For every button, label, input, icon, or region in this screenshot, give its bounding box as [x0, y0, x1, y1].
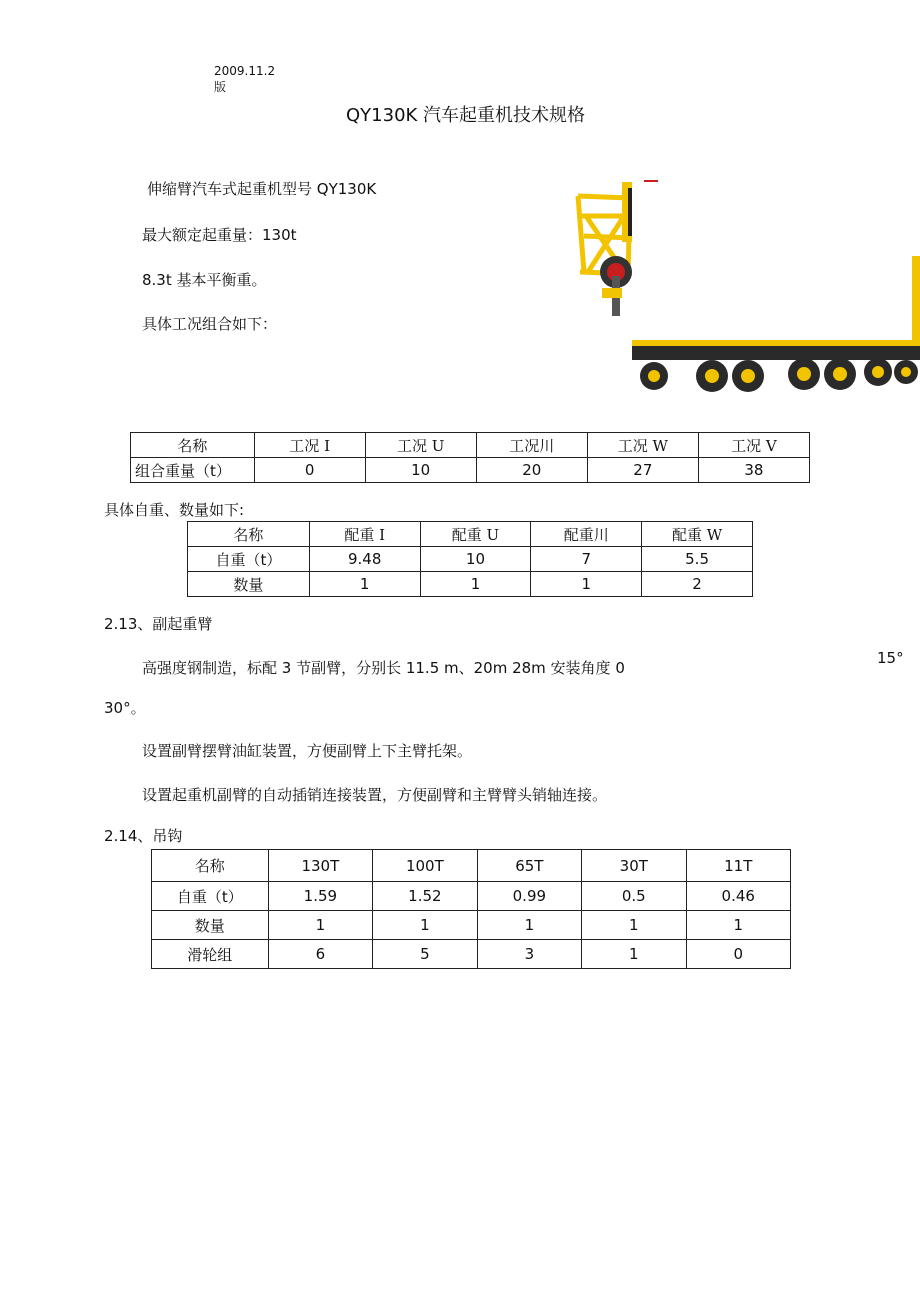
table-cell: 0 [254, 458, 365, 483]
table-header-cell: 配重 W [642, 522, 753, 547]
table-cell: 3 [477, 940, 581, 969]
table-cell: 数量 [188, 572, 310, 597]
jib-line-3: 设置起重机副臂的自动插销连接装置，方便副臂和主臂臂头销轴连接。 [142, 786, 608, 804]
max-load-line: 最大额定起重量：130t [142, 226, 297, 244]
table-cell: 1 [686, 911, 791, 940]
table-cell: 1 [582, 940, 686, 969]
table-cell: 38 [698, 458, 809, 483]
combo-intro-line: 具体工况组合如下： [142, 315, 278, 333]
table-cell: 0.99 [477, 882, 581, 911]
table-row [188, 572, 753, 597]
table-row [152, 882, 791, 911]
table-cell: 9.48 [309, 547, 420, 572]
table-header-cell: 11T [686, 850, 791, 882]
table-cell: 2 [642, 572, 753, 597]
table-header-cell: 配重 I [309, 522, 420, 547]
table-cell: 5 [373, 940, 478, 969]
table-header-cell: 100T [373, 850, 478, 882]
table-row [152, 940, 791, 969]
jib-line-1: 高强度钢制造，标配 3 节副臂，分别长 11.5 m、20m 28m 安装角度 0 [142, 659, 625, 677]
jib-line-2: 设置副臂摆臂油缸装置，方便副臂上下主臂托架。 [142, 742, 473, 760]
table-cell: 1 [582, 911, 686, 940]
table-cell: 1.59 [268, 882, 373, 911]
crane-illustration [572, 176, 920, 406]
table-cell: 数量 [152, 911, 269, 940]
table-header-cell: 工况 W [587, 433, 698, 458]
table-cell: 滑轮组 [152, 940, 269, 969]
crane-image-svg [572, 176, 920, 406]
table-cell: 1 [531, 572, 642, 597]
table-header-row [152, 850, 791, 882]
doc-date: 2009.11.2 [214, 64, 276, 78]
table-header-cell: 配重 U [420, 522, 531, 547]
table-cell: 1 [477, 911, 581, 940]
table-row [131, 458, 810, 483]
table-header-row [131, 433, 810, 458]
table-cell: 1.52 [373, 882, 478, 911]
table-cell: 0 [686, 940, 791, 969]
table-row [152, 911, 791, 940]
table-cell: 10 [365, 458, 476, 483]
table-header-cell: 配重川 [531, 522, 642, 547]
table-cell: 10 [420, 547, 531, 572]
table-cell: 自重（t） [152, 882, 269, 911]
table-header-cell: 名称 [152, 850, 269, 882]
table-header-cell: 名称 [188, 522, 310, 547]
table-cell: 0.46 [686, 882, 791, 911]
section-213-heading: 2.13、副起重臂 [104, 615, 213, 633]
section-214-heading: 2.14、吊钩 [104, 827, 183, 845]
jib-line-1-cont: 30°。 [104, 699, 146, 717]
table-cell: 组合重量（t） [131, 458, 255, 483]
table-cell: 1 [373, 911, 478, 940]
table-header-cell: 130T [268, 850, 373, 882]
table-cell: 1 [268, 911, 373, 940]
doc-edition: 版 [214, 80, 227, 94]
counterweight-table [187, 521, 753, 597]
model-line: 伸缩臂汽车式起重机型号 QY130K [147, 180, 377, 198]
table-header-cell: 工况 I [254, 433, 365, 458]
table-cell: 自重（t） [188, 547, 310, 572]
table-header-cell: 30T [582, 850, 686, 882]
table-cell: 1 [420, 572, 531, 597]
table-cell: 5.5 [642, 547, 753, 572]
table-cell: 1 [309, 572, 420, 597]
table-header-cell: 名称 [131, 433, 255, 458]
hook-table [151, 849, 791, 969]
jib-angle-15: 15° [877, 649, 904, 667]
table-header-row [188, 522, 753, 547]
working-condition-table [130, 432, 810, 483]
table-cell: 27 [587, 458, 698, 483]
table-header-cell: 65T [477, 850, 581, 882]
table-cell: 7 [531, 547, 642, 572]
weights-heading: 具体自重、数量如下: [104, 501, 245, 519]
table-cell: 6 [268, 940, 373, 969]
table-header-cell: 工况川 [476, 433, 587, 458]
table-cell: 0.5 [582, 882, 686, 911]
table-cell: 20 [476, 458, 587, 483]
table-header-cell: 工况 V [698, 433, 809, 458]
page-title: QY130K 汽车起重机技术规格 [346, 105, 586, 126]
counterweight-line: 8.3t 基本平衡重。 [142, 271, 267, 289]
table-row [188, 547, 753, 572]
table-header-cell: 工况 U [365, 433, 476, 458]
